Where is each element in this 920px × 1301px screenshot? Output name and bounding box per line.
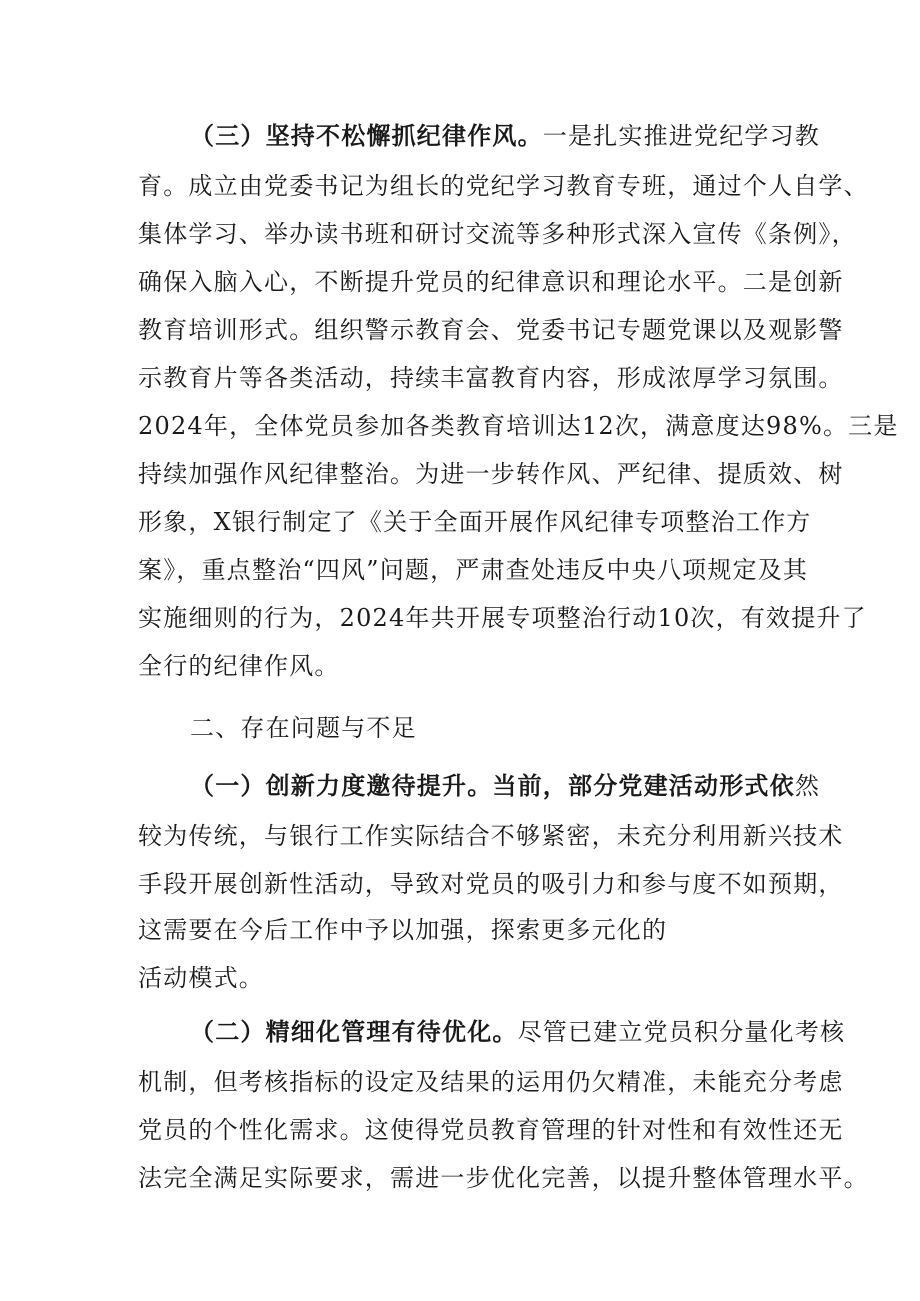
section3-line-6: 2024年，全体党员参加各类教育培训达12次，满意度达98%。三是	[138, 412, 899, 440]
issue1-line-3: 活动模式。	[138, 964, 264, 992]
issue2-heading: （二）精细化管理有待优化。	[190, 1017, 518, 1046]
section3-first-line	[190, 120, 820, 152]
section3-line-8: 形象，X银行制定了《关于全面开展作风纪律专项整治工作方	[138, 508, 812, 536]
issue1-line-0: 较为传统，与银行工作实际结合不够紧密，未充分利用新兴技术	[138, 822, 844, 850]
section3-line-4: 教育培训形式。组织警示教育会、党委书记专题党课以及观影警	[138, 316, 844, 344]
issue1-line-1: 手段开展创新性活动，导致对党员的吸引力和参与度不如预期，	[138, 870, 844, 898]
issue2-line-0: 机制，但考核指标的设定及结果的运用仍欠精准，未能充分考虑	[138, 1068, 844, 1096]
issue1-first-line	[190, 770, 820, 802]
section3-heading: （三）坚持不松懈抓纪律作风。	[190, 121, 543, 150]
issue1-line-2: 这需要在今后工作中予以加强，探索更多元化的	[138, 916, 668, 944]
section3-line-7: 持续加强作风纪律整治。为进一步转作风、严纪律、提质效、树	[138, 460, 844, 488]
part2-title: 二、存在问题与不足	[190, 714, 417, 742]
section3-line-2: 集体学习、举办读书班和研讨交流等多种形式深入宣传《条例》，	[138, 220, 857, 248]
issue2-first-line	[190, 1016, 845, 1048]
issue2-line-2: 法完全满足实际要求，需进一步优化完善，以提升整体管理水平。	[138, 1164, 869, 1192]
section3-line-10: 实施细则的行为，2024年共开展专项整治行动10次，有效提升了	[138, 604, 867, 632]
section3-line-5: 示教育片等各类活动，持续丰富教育内容，形成浓厚学习氛围。	[138, 364, 844, 392]
section3-line-3: 确保入脑入心，不断提升党员的纪律意识和理论水平。二是创新	[138, 268, 844, 296]
issue2-first-line-rest: 尽管已建立党员积分量化考核	[517, 1018, 846, 1046]
issue1-heading-tail: 然	[794, 772, 821, 800]
issue2-line-1: 党员的个性化需求。这使得党员教育管理的针对性和有效性还无	[138, 1116, 844, 1144]
section3-line-1: 育。成立由党委书记为组长的党纪学习教育专班，通过个人自学、	[138, 172, 869, 200]
section3-line-0: 一是扎实推进党纪学习教	[542, 122, 821, 150]
section3-line-9: 案》，重点整治“四风”问题，严肃查处违反中央八项规定及其	[138, 556, 809, 584]
issue1-heading: （一）创新力度邀待提升。当前，部分党建活动形式依	[190, 771, 795, 800]
section3-line-11: 全行的纪律作风。	[138, 652, 340, 680]
